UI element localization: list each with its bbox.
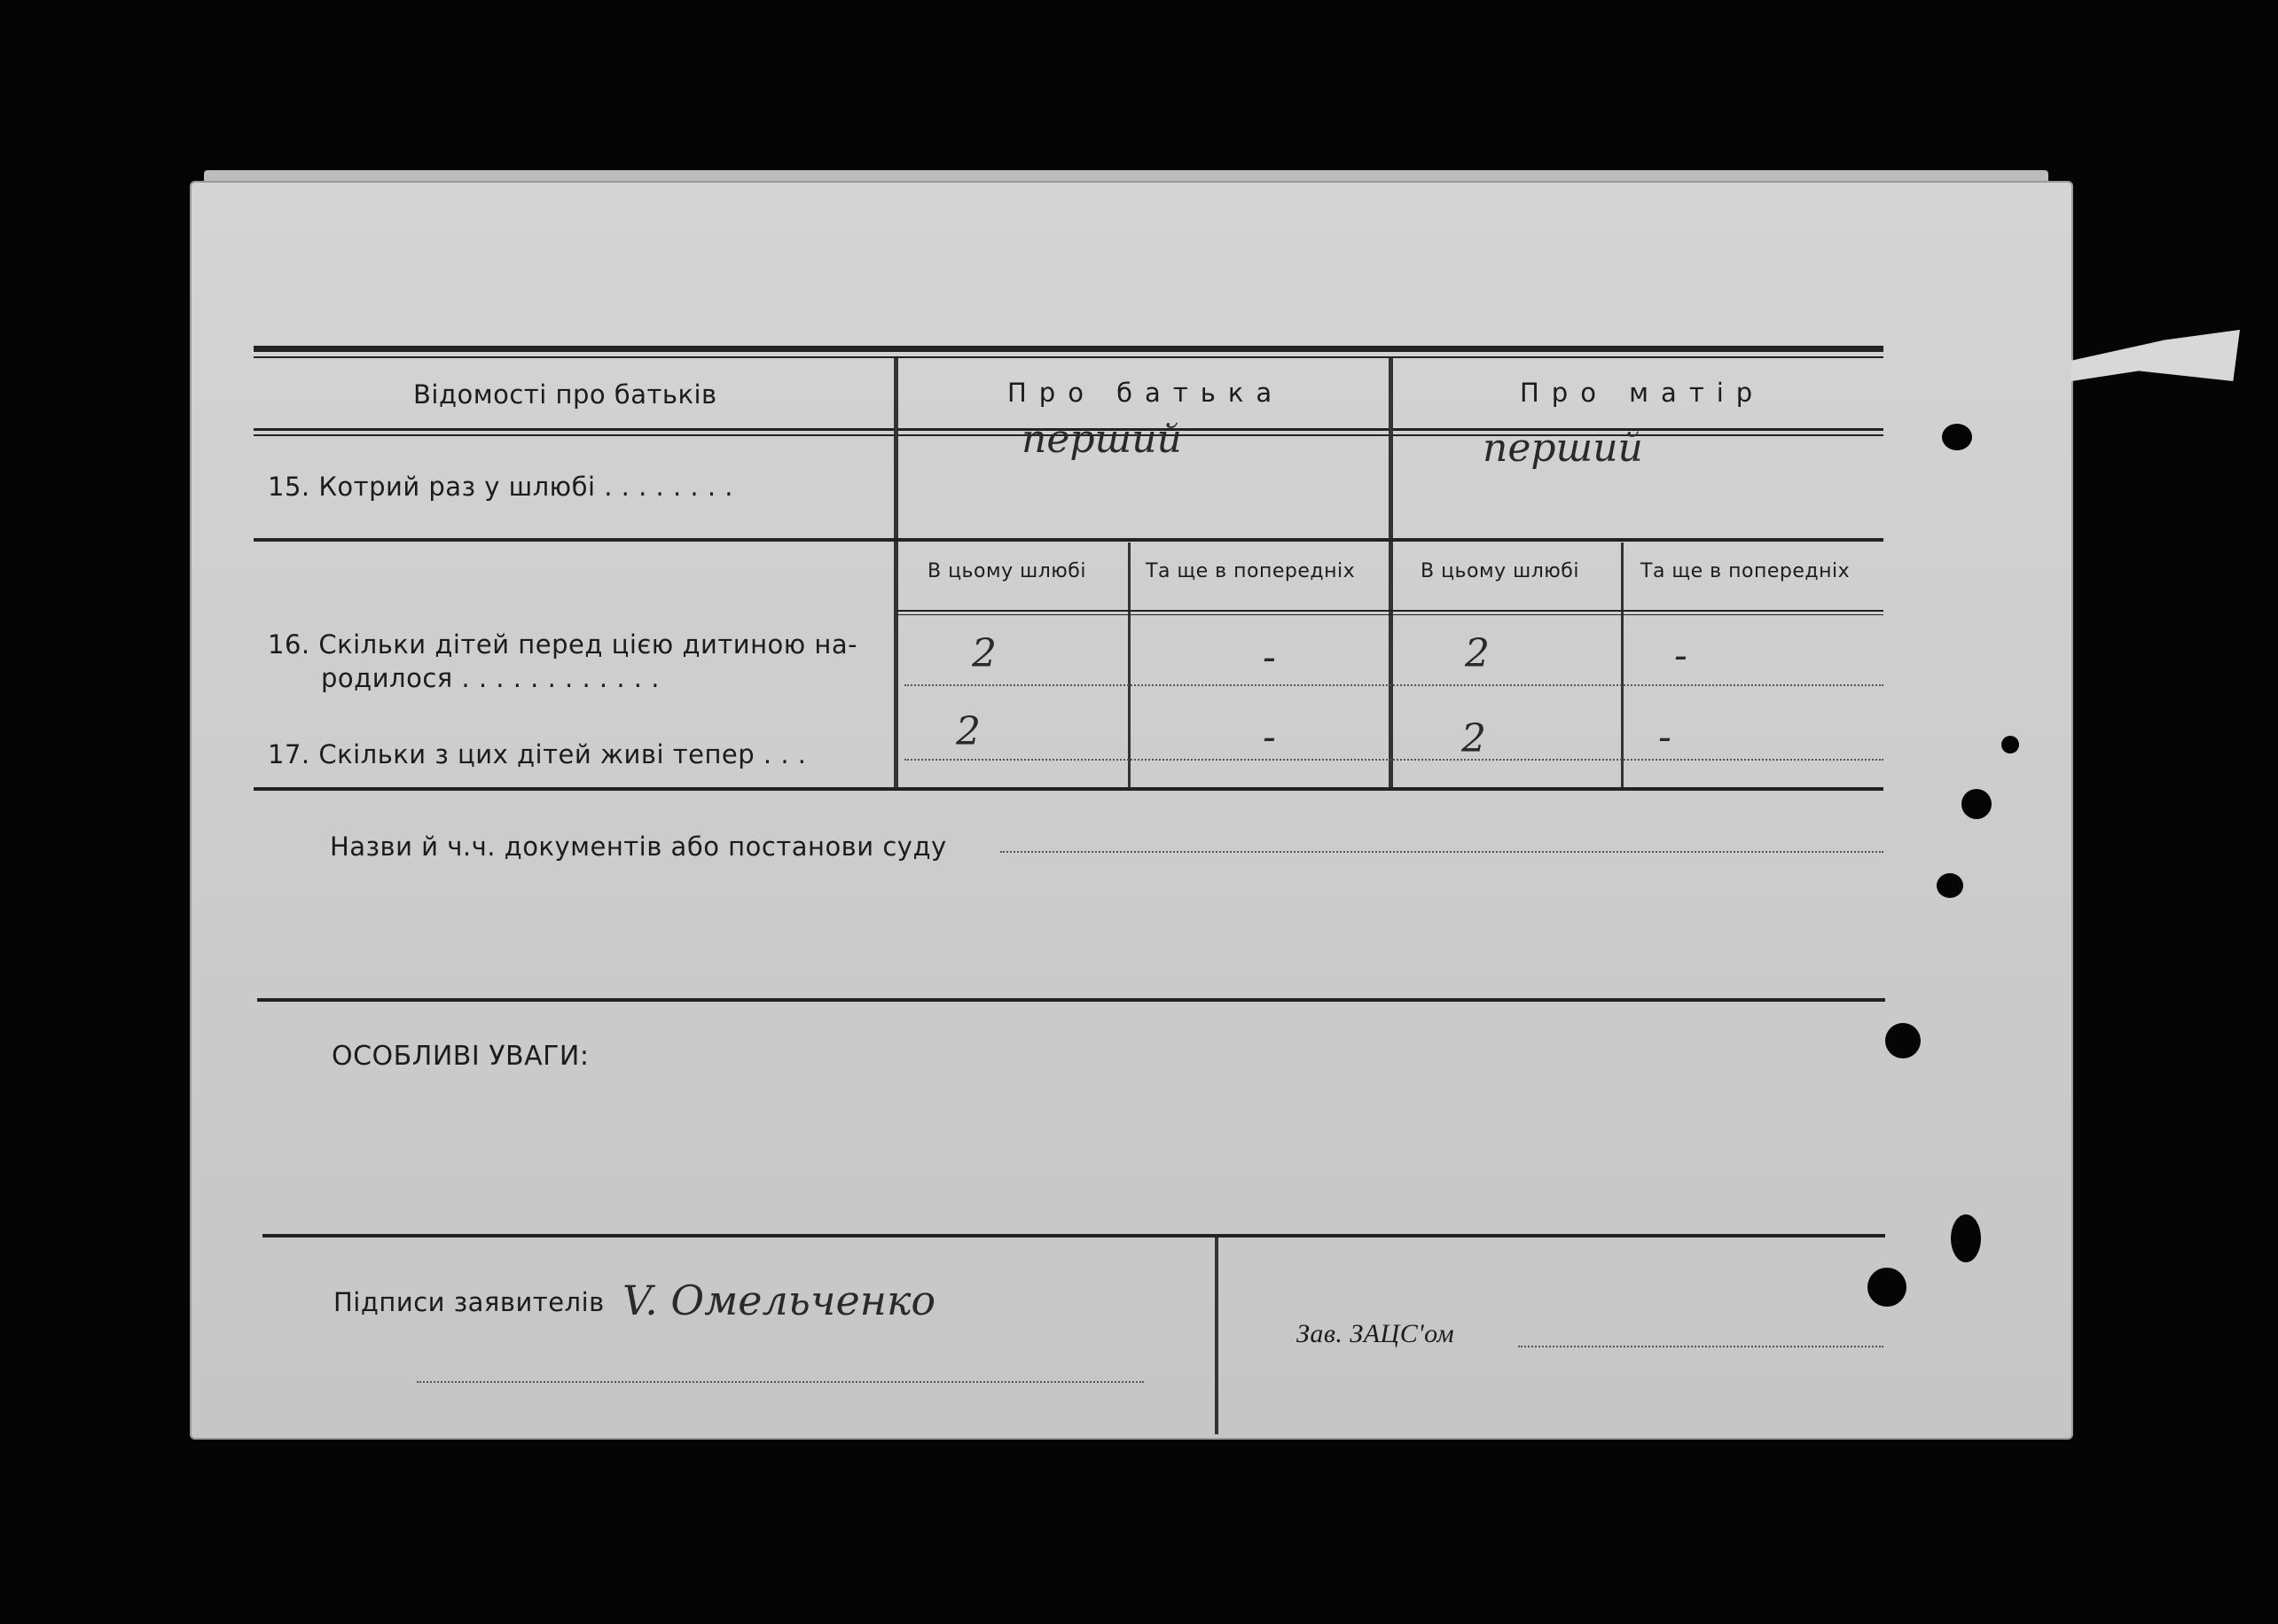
q15-bottom-rule: [254, 538, 1883, 542]
documents-label: Назви й ч.ч. документів або постанови суду: [330, 832, 947, 862]
q16-label-line1: 16. Скільки дітей перед цією дитиною на-: [268, 629, 858, 660]
subheader-father-this: В цьому шлюбі: [928, 560, 1086, 582]
subheader-father-prev: Та ще в попередніх: [1146, 560, 1356, 582]
column-divider-mother: [1389, 358, 1393, 787]
documents-bottom-rule: [257, 998, 1885, 1002]
header-parent-info: Відомості про батьків: [413, 379, 717, 410]
header-father: Про батька: [1007, 378, 1285, 408]
header-top-rule: [254, 346, 1883, 352]
q16-label-line2: родилося . . . . . . . . . . . .: [321, 663, 660, 693]
signatures-divider: [1215, 1238, 1218, 1434]
binder-hole: [1942, 424, 1972, 450]
q16-mother-prev: -: [1674, 633, 1687, 678]
q16-father-this: 2: [972, 631, 997, 676]
column-divider-father: [894, 358, 898, 787]
torn-paper-fragment: [2071, 330, 2240, 381]
binder-hole: [1951, 1214, 1981, 1262]
registry-form-card: [190, 181, 2073, 1440]
subheader-bottom-rule: [897, 610, 1883, 612]
documents-answer-line: [1000, 851, 1883, 853]
binder-hole: [2001, 736, 2019, 753]
binder-hole: [1867, 1268, 1906, 1307]
subcol-divider-father: [1128, 543, 1131, 787]
registry-head-signature-line: [1518, 1346, 1883, 1347]
special-notes-label: ОСОБЛИВІ УВАГИ:: [332, 1041, 590, 1072]
header-top-thin-rule: [254, 356, 1883, 358]
binder-hole: [1937, 873, 1963, 898]
applicants-signature-line: [417, 1381, 1144, 1383]
subheader-mother-this: В цьому шлюбі: [1421, 560, 1579, 582]
applicant-signature: V. Омельченко: [622, 1277, 936, 1324]
q16-father-prev: -: [1263, 635, 1276, 680]
q15-father-value: перший: [1022, 417, 1182, 462]
q17-father-prev: -: [1263, 714, 1276, 760]
q17-mother-this: 2: [1461, 716, 1486, 761]
binder-hole: [1885, 1023, 1921, 1058]
applicants-signature-label: Підписи заявителів: [333, 1287, 605, 1317]
q17-bottom-rule: [254, 787, 1883, 791]
subcol-divider-mother: [1621, 543, 1624, 787]
registry-head-label: Зав. ЗАЦС'ом: [1296, 1319, 1455, 1348]
q17-father-this: 2: [956, 709, 981, 754]
subheader-bottom-thin-rule: [897, 614, 1883, 615]
q16-mother-this: 2: [1465, 631, 1490, 676]
q15-label: 15. Котрий раз у шлюбі . . . . . . . .: [268, 472, 733, 502]
q17-label: 17. Скільки з цих дітей живі тепер . . .: [268, 739, 807, 769]
special-notes-bottom-rule: [262, 1234, 1885, 1238]
q17-mother-prev: -: [1658, 714, 1671, 760]
binder-hole: [1961, 789, 1992, 819]
subheader-mother-prev: Та ще в попередніх: [1640, 560, 1851, 582]
q16-answer-line: [904, 684, 1883, 686]
q15-mother-value: перший: [1483, 426, 1643, 471]
q17-answer-line: [904, 759, 1883, 761]
header-mother: Про матір: [1520, 378, 1765, 408]
